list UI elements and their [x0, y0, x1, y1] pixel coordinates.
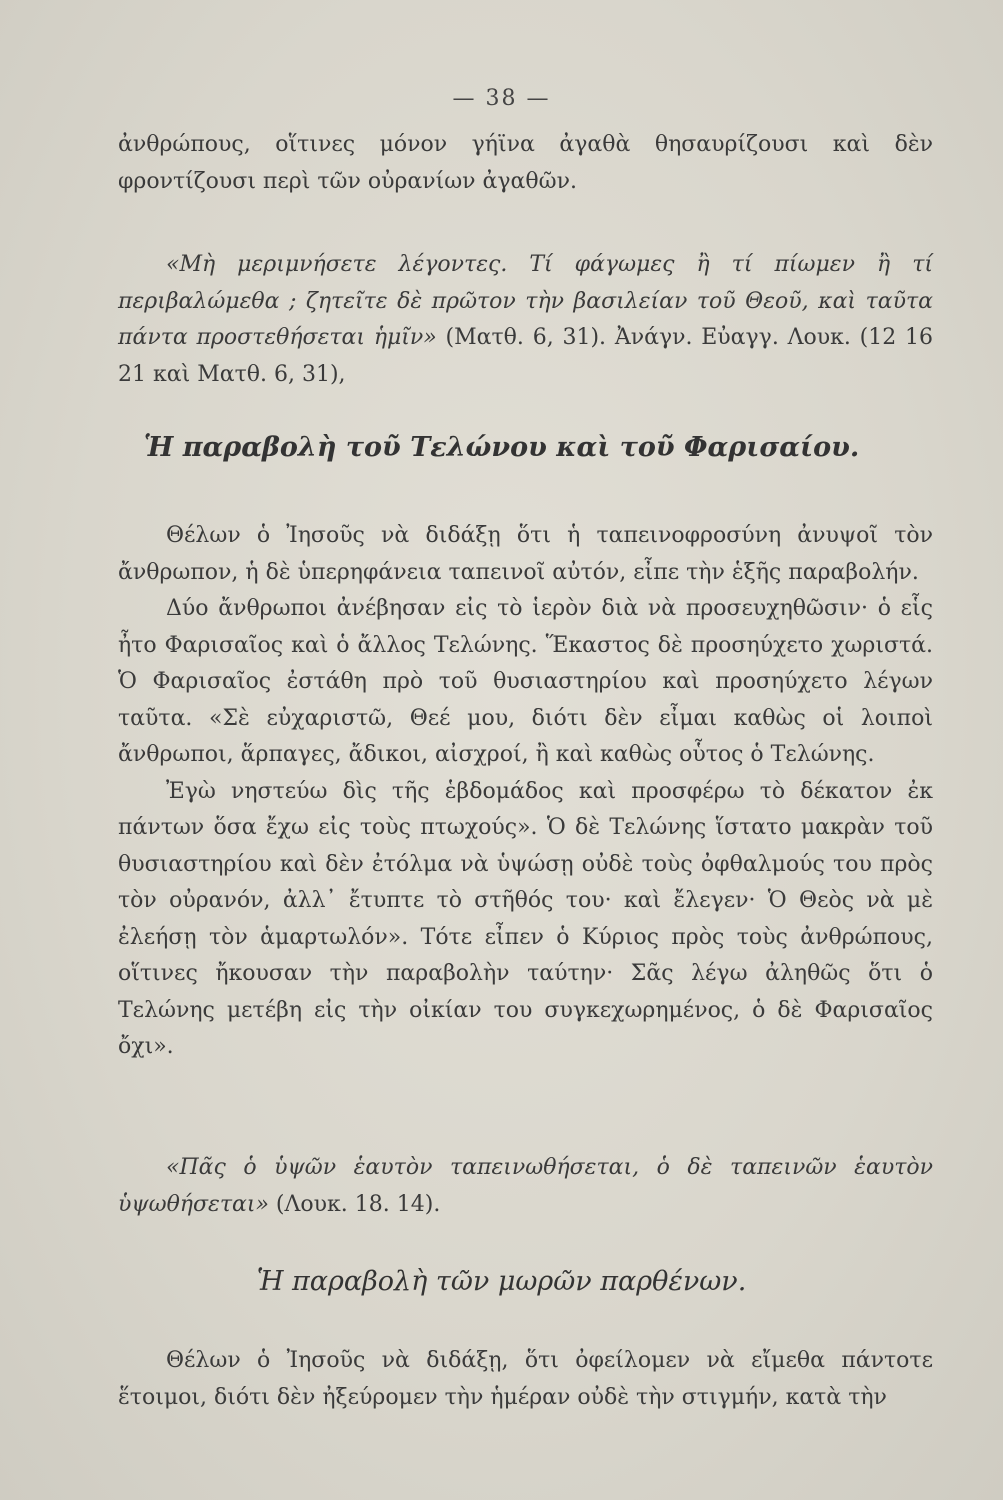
paragraph-intro — [118, 127, 933, 200]
scripture-reference: (Ματθ. 6, 31). Ἀνάγν. Εὐαγγ. Λουκ. (12 16 21 καὶ Ματθ. 6, 31), — [118, 325, 933, 387]
parable-body — [118, 518, 933, 1066]
scripture-quote-paragraph — [118, 247, 933, 393]
paragraph-scripture-quote — [118, 247, 933, 393]
foolish-virgins-text: Θέλων ὁ Ἰησοῦς νὰ διδάξῃ, ὅτι ὀφείλομεν νὰ εἴμεθα πάντοτε ἕτοιμοι, διότι δὲν ἠξεύρομεν τὴν ἡμέραν οὐδὲ τὴν στιγμήν, κατὰ τὴν — [118, 1348, 933, 1410]
moral-reference: (Λουκ. 18. 14). — [268, 1191, 441, 1217]
paragraph-intro-text: ἀνθρώπους, οἵτινες μόνον γήϊνα ἀγαθὰ θησαυρίζουσι καὶ δὲν φροντίζουσι περὶ τῶν οὐρανίων ἀγαθῶν. — [118, 132, 933, 194]
moral-quote-paragraph — [118, 1150, 933, 1223]
section-heading-tax-collector: Ἡ παραβολὴ τοῦ Τελώνου καὶ τοῦ Φαρισαίου. — [143, 432, 860, 463]
page-number: — 38 — — [452, 86, 551, 111]
parable-paragraph-1: Θέλων ὁ Ἰησοῦς νὰ διδάξῃ ὅτι ἡ ταπεινοφροσύνη ἀνυψοῖ τὸν ἄνθρωπον, ἡ δὲ ὑπερηφάνεια ταπεινοῖ αὐτόν, εἶπε τὴν ἑξῆς παραβολήν. — [118, 523, 933, 585]
paragraph-moral-quote — [118, 1150, 933, 1223]
parable-paragraph-3: Ἐγὼ νηστεύω δὶς τῆς ἑβδομάδος καὶ προσφέρω τὸ δέκατον ἐκ πάντων ὅσα ἔχω εἰς τοὺς πτωχούς». Ὁ δὲ Τελώνης ἵστατο μακρὰν τοῦ θυσιαστηρίου καὶ δὲν ἐτόλμα νὰ ὑψώσῃ οὐδὲ τοὺς ὀφθαλμούς του πρὸς τὸν οὐρανόν, ἀλλ᾿ ἔτυπτε τὸ στῆθός του· καὶ ἔλεγεν· Ὁ Θεὸς νὰ μὲ ἐλεήσῃ τὸν ἁμαρτωλόν». Τότε εἶπεν ὁ Κύριος πρὸς τοὺς ἀνθρώπους, οἵτινες ἤκουσαν τὴν παραβολὴν ταύτην· Σᾶς λέγω ἀληθῶς ὅτι ὁ Τελώνης μετέβη εἰς τὴν οἰκίαν του συγκεχωρημένος, ὁ δὲ Φαρισαῖος ὄχι». — [118, 778, 933, 1059]
scripture-quote: «Μὴ μεριμνήσετε λέγοντες. Τί φάγωμες ἢ τί πίωμεν ἢ τί περιβαλώμεθα ; ζητεῖτε δὲ πρῶτον τὴν βασιλείαν τοῦ Θεοῦ, καὶ ταῦτα πάντα προστεθήσεται ἡμῖν» — [118, 252, 933, 350]
parable-paragraph-2: Δύο ἄνθρωποι ἀνέβησαν εἰς τὸ ἱερὸν διὰ νὰ προσευχηθῶσιν· ὁ εἷς ἦτο Φαρισαῖος καὶ ὁ ἄλλος Τελώνης. Ἕκαστος δὲ προσηύχετο χωριστά. Ὁ Φαρισαῖος ἐστάθη πρὸ τοῦ θυσιαστηρίου καὶ προσηύχετο λέγων ταῦτα. «Σὲ εὐχαριστῶ, Θεέ μου, διότι δὲν εἶμαι καθὼς οἱ λοιποὶ ἄνθρωποι, ἅρπαγες, ἄδικοι, αἰσχροί, ἢ καὶ καθὼς οὗτος ὁ Τελώνης. — [118, 596, 933, 767]
section-heading-foolish-virgins: Ἡ παραβολὴ τῶν μωρῶν παρθένων. — [256, 1266, 747, 1297]
paragraph-foolish-virgins — [118, 1343, 933, 1416]
moral-quote: «Πᾶς ὁ ὑψῶν ἑαυτὸν ταπεινωθήσεται, ὁ δὲ ταπεινῶν ἑαυτὸν ὑψωθήσεται» — [118, 1155, 933, 1217]
